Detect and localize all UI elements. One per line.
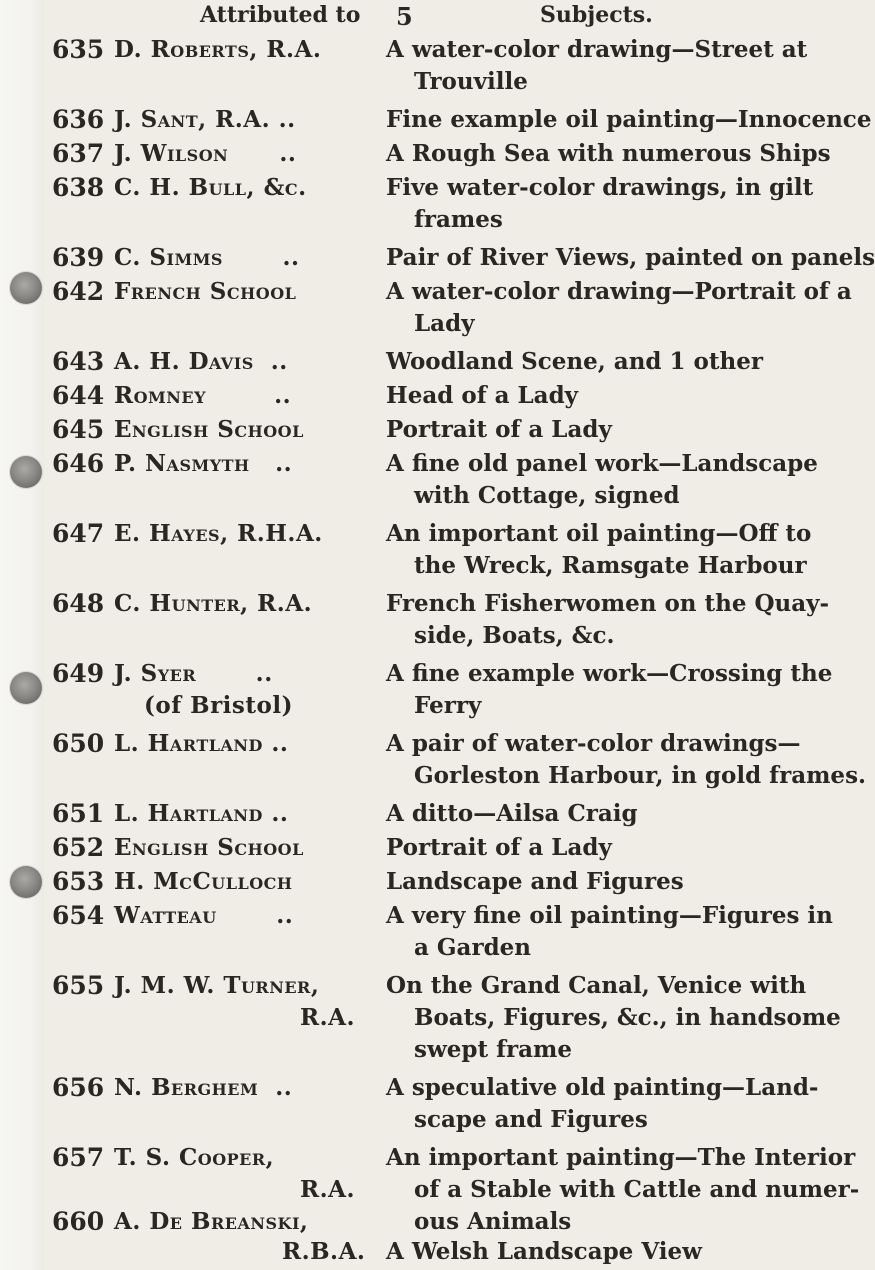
lot-number: 654 <box>52 901 105 930</box>
artist-name: P. Nasmyth .. <box>114 450 293 477</box>
lot-number: 642 <box>52 277 105 306</box>
artist-note: (of Bristol) <box>144 692 293 719</box>
lot-description: Fine example oil painting—Innocence <box>386 106 872 133</box>
artist-name: Romney .. <box>114 382 292 409</box>
artist-name: J. M. W. Turner, <box>114 972 320 999</box>
artist-name: C. Simms .. <box>114 244 300 271</box>
artist-name: C. H. Bull, &c. <box>114 174 307 201</box>
lot-number: 643 <box>52 347 105 376</box>
artist-note: R.A. <box>300 1176 355 1203</box>
lot-number: 657 <box>52 1143 105 1172</box>
artist-name: L. Hartland .. <box>114 800 289 827</box>
punch-hole <box>10 456 42 488</box>
lot-number: 646 <box>52 449 105 478</box>
artist-name: H. McCulloch <box>114 868 293 895</box>
page-number: 5 <box>396 2 414 31</box>
punch-hole <box>10 866 42 898</box>
artist-name: T. S. Cooper, <box>114 1144 275 1171</box>
artist-name: N. Berghem .. <box>114 1074 293 1101</box>
lot-number: 653 <box>52 867 105 896</box>
lot-number: 651 <box>52 799 105 828</box>
artist-name: J. Syer .. <box>114 660 273 687</box>
artist-name: J. Wilson .. <box>114 140 297 167</box>
lot-description: Landscape and Figures <box>386 868 684 895</box>
lot-number: 644 <box>52 381 105 410</box>
lot-description: A very fine oil painting—Figures in a Garden <box>386 902 833 961</box>
lot-description: A water-color drawing—Portrait of a Lady <box>386 278 852 337</box>
lot-number: 655 <box>52 971 105 1000</box>
binding-strip <box>0 0 44 1270</box>
artist-name: English School <box>114 416 304 443</box>
artist-name: A. H. Davis .. <box>114 348 288 375</box>
artist-name: E. Hayes, R.H.A. <box>114 520 323 547</box>
lot-number: 647 <box>52 519 105 548</box>
lot-number: 638 <box>52 173 105 202</box>
lot-description: On the Grand Canal, Venice with Boats, Figures, &c., in handsome swept frame <box>386 972 841 1063</box>
artist-name: L. Hartland .. <box>114 730 289 757</box>
lot-description: An important oil painting—Off to the Wreck, Ramsgate Harbour <box>386 520 812 579</box>
punch-hole <box>10 672 42 704</box>
lot-number: 660 <box>52 1207 105 1236</box>
lot-description: A ditto—Ailsa Craig <box>386 800 638 827</box>
artist-note: R.B.A. <box>282 1238 366 1265</box>
lot-number: 648 <box>52 589 105 618</box>
artist-note: R.A. <box>300 1004 355 1031</box>
lot-description: A speculative old painting—Land- scape and Figures <box>386 1074 819 1133</box>
lot-description: A fine example work—Crossing the Ferry <box>386 660 833 719</box>
lot-description: Woodland Scene, and 1 other <box>386 348 763 375</box>
lot-number: 650 <box>52 729 105 758</box>
lot-description: Head of a Lady <box>386 382 579 409</box>
artist-name: C. Hunter, R.A. <box>114 590 313 617</box>
lot-description: Pair of River Views, painted on panels <box>386 244 875 271</box>
lot-number: 636 <box>52 105 105 134</box>
artist-name: English School <box>114 834 304 861</box>
header-subjects: Subjects. <box>540 2 653 28</box>
lot-number: 645 <box>52 415 105 444</box>
lot-number: 649 <box>52 659 105 688</box>
lot-number: 652 <box>52 833 105 862</box>
lot-description: French Fisherwomen on the Quay- side, Boats, &c. <box>386 590 830 649</box>
lot-description: A fine old panel work—Landscape with Cottage, signed <box>386 450 818 509</box>
header-attributed: Attributed to <box>200 2 361 28</box>
artist-name: French School <box>114 278 297 305</box>
lot-description: Portrait of a Lady <box>386 834 612 861</box>
artist-name: A. De Breanski, <box>114 1208 309 1235</box>
artist-name: D. Roberts, R.A. <box>114 36 322 63</box>
lot-description: Five water-color drawings, in gilt frames <box>386 174 814 233</box>
lot-description: A pair of water-color drawings— Gorleston Harbour, in gold frames. <box>386 730 867 789</box>
punch-hole <box>10 272 42 304</box>
lot-number: 656 <box>52 1073 105 1102</box>
lot-description: A water-color drawing—Street at Trouville <box>386 36 808 95</box>
lot-number: 639 <box>52 243 105 272</box>
lot-description: A Welsh Landscape View <box>386 1238 702 1265</box>
artist-name: Watteau .. <box>114 902 294 929</box>
artist-name: J. Sant, R.A. .. <box>114 106 296 133</box>
lot-description: A Rough Sea with numerous Ships <box>386 140 831 167</box>
lot-description: Portrait of a Lady <box>386 416 612 443</box>
lot-description: An important painting—The Interior of a Stable with Cattle and numer- ous Animals <box>386 1144 860 1235</box>
lot-number: 635 <box>52 35 105 64</box>
lot-number: 637 <box>52 139 105 168</box>
